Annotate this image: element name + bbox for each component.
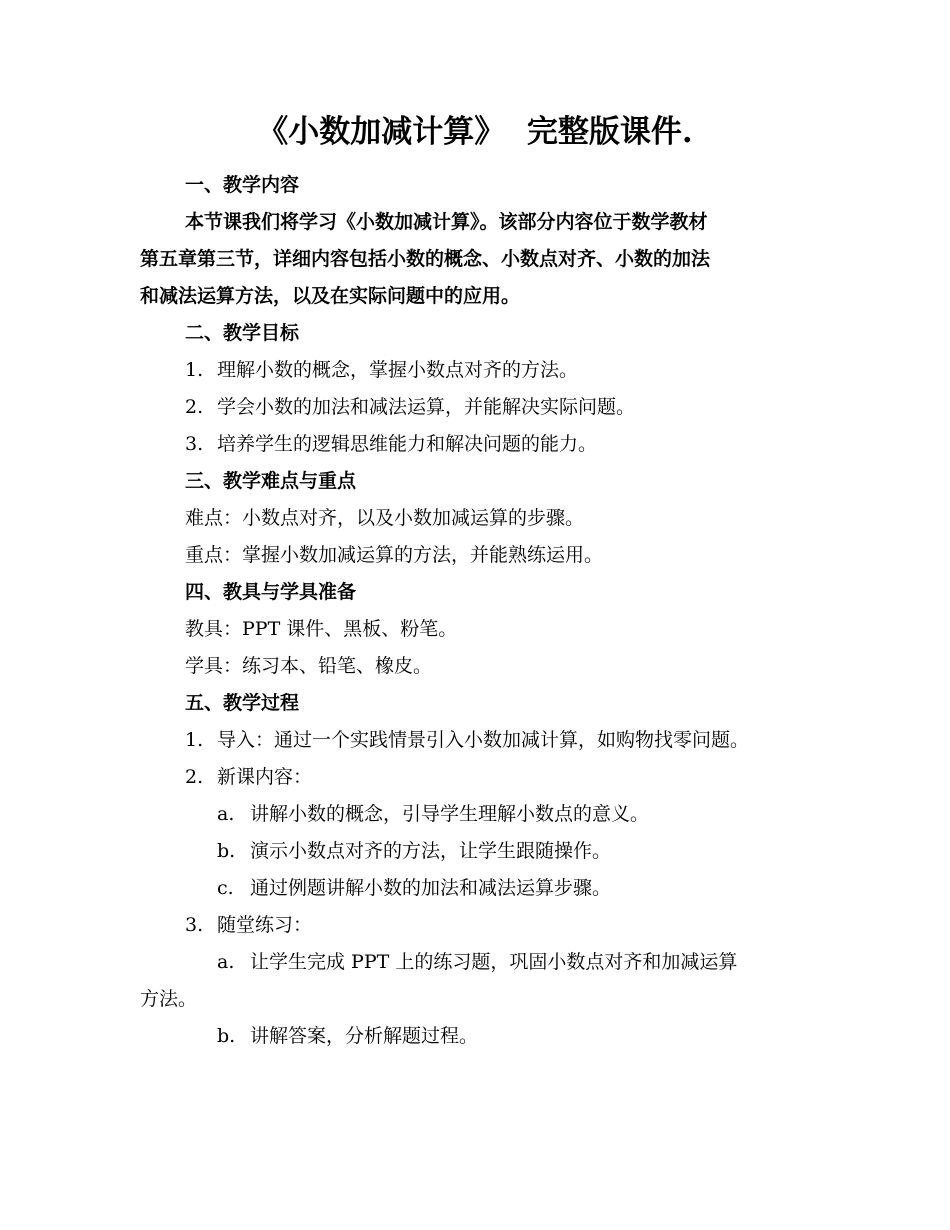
section-heading-content: 一、教学内容	[185, 174, 300, 196]
sub-list-label: a.	[217, 951, 235, 973]
text-line: 难点：小数点对齐，以及小数加减运算的步骤。	[185, 507, 585, 529]
list-number: 1.	[185, 729, 204, 751]
list-text: 培养学生的逻辑思维能力和解决问题的能力。	[217, 433, 598, 455]
list-item	[185, 764, 312, 790]
list-text: 理解小数的概念，掌握小数点对齐的方法。	[217, 359, 579, 381]
paragraph-line: 本节课我们将学习《小数加减计算》。该部分内容位于数学教材	[185, 211, 708, 233]
section-heading-difficulties: 三、教学难点与重点	[185, 470, 357, 492]
section-heading-objectives: 二、教学目标	[185, 322, 300, 344]
sub-list-text: 讲解答案，分析解题过程。	[250, 1025, 479, 1047]
sub-list-text: 让学生完成 PPT 上的练习题，巩固小数点对齐和加减运算	[250, 951, 738, 973]
paragraph-line: 第五章第三节，详细内容包括小数的概念、小数点对齐、小数的加法	[140, 248, 711, 270]
paragraph-line: 和减法运算方法，以及在实际问题中的应用。	[140, 285, 521, 307]
sub-list-item	[217, 875, 611, 901]
sub-list-text: 通过例题讲解小数的加法和减法运算步骤。	[250, 877, 612, 899]
page-title: 《小数加减计算》 完整版课件.	[257, 114, 693, 150]
list-text: 学会小数的加法和减法运算，并能解决实际问题。	[217, 396, 636, 418]
list-number: 2.	[185, 396, 204, 418]
list-number: 3.	[185, 914, 204, 936]
list-number: 1.	[185, 359, 204, 381]
list-item	[185, 394, 635, 420]
list-item	[185, 357, 578, 383]
sub-list-item	[217, 949, 737, 975]
sub-list-item	[217, 1023, 478, 1049]
sub-list-continuation: 方法。	[140, 988, 198, 1010]
list-item	[185, 431, 597, 457]
sub-list-text: 演示小数点对齐的方法，让学生跟随操作。	[250, 840, 612, 862]
sub-list-item	[217, 838, 611, 864]
list-item	[185, 727, 749, 753]
sub-list-item	[217, 801, 649, 827]
sub-list-label: a.	[217, 803, 235, 825]
list-number: 3.	[185, 433, 204, 455]
list-text: 新课内容：	[217, 766, 313, 788]
list-text: 随堂练习：	[217, 914, 313, 936]
list-text: 导入：通过一个实践情景引入小数加减计算，如购物找零问题。	[217, 729, 750, 751]
list-item	[185, 912, 312, 938]
sub-list-text: 讲解小数的概念，引导学生理解小数点的意义。	[250, 803, 650, 825]
sub-list-label: b.	[217, 840, 236, 862]
section-heading-process: 五、教学过程	[185, 692, 300, 714]
text-line: 重点：掌握小数加减运算的方法，并能熟练运用。	[185, 544, 604, 566]
section-heading-materials: 四、教具与学具准备	[185, 581, 357, 603]
sub-list-label: c.	[217, 877, 234, 899]
text-line: 教具：PPT 课件、黑板、粉笔。	[185, 618, 458, 640]
list-number: 2.	[185, 766, 204, 788]
text-line: 学具：练习本、铅笔、橡皮。	[185, 655, 433, 677]
sub-list-label: b.	[217, 1025, 236, 1047]
